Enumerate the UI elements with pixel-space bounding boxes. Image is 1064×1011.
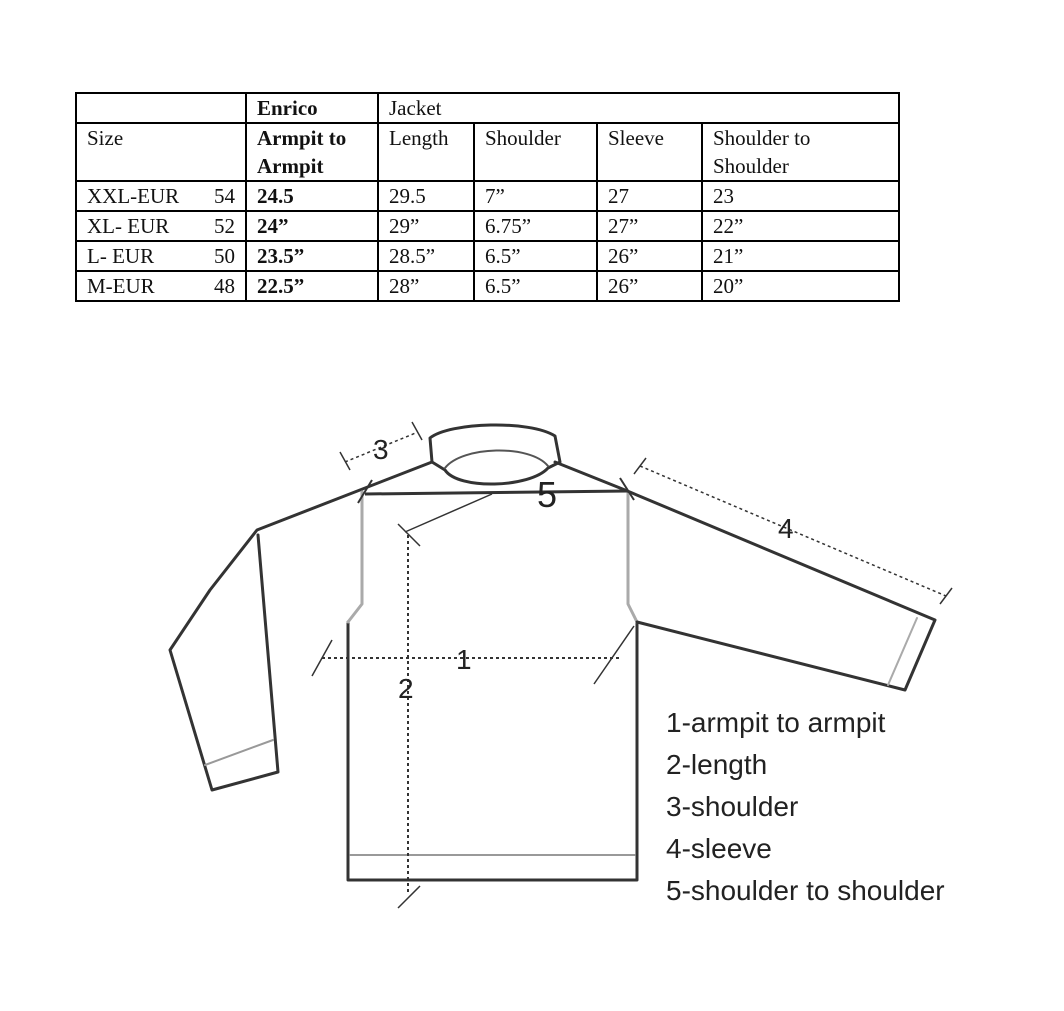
- right-sleeve-outline: [555, 462, 935, 690]
- length-cell: 29”: [378, 211, 474, 241]
- collar-inner: [445, 450, 548, 468]
- shoulder-cell: 6.75”: [474, 211, 597, 241]
- left-sleeve-outline: [170, 462, 432, 790]
- marker-5-label: 5: [537, 474, 558, 515]
- tick: [340, 452, 350, 470]
- legend-item: 1-armpit to armpit: [666, 707, 886, 738]
- tick: [634, 458, 646, 474]
- legend-item: 3-shoulder: [666, 791, 799, 822]
- armpit-cell: 24”: [246, 211, 378, 241]
- size-label: M-EUR: [87, 274, 155, 298]
- shoulder-cell: 7”: [474, 181, 597, 211]
- legend-item: 2-length: [666, 749, 768, 780]
- right-armhole-seam: [628, 492, 637, 622]
- body-outline: [348, 622, 637, 880]
- leader-line: [405, 494, 492, 532]
- eur-size: 50: [214, 244, 235, 268]
- marker-3-label: 3: [373, 434, 389, 465]
- armpit-cell: 24.5: [246, 181, 378, 211]
- shoulder-to-shoulder-cell: 21”: [702, 241, 899, 271]
- shoulder-to-shoulder-cell: 20”: [702, 271, 899, 301]
- marker-4-label: 4: [778, 513, 794, 544]
- sleeve-cell: 27: [597, 181, 702, 211]
- sleeve-cell: 27”: [597, 211, 702, 241]
- column-header-shoulder: Shoulder: [474, 123, 597, 181]
- measurement-legend: [666, 702, 945, 912]
- size-label: L- EUR: [87, 244, 155, 268]
- eur-size: 48: [214, 274, 235, 298]
- brand-cell: Enrico: [246, 93, 378, 123]
- garment-type-cell: Jacket: [378, 93, 899, 123]
- armpit-cell: 22.5”: [246, 271, 378, 301]
- column-header-shoulder-to-shoulder: Shoulder to Shoulder: [702, 123, 899, 181]
- tick: [594, 626, 634, 684]
- column-header-size: Size: [76, 123, 246, 181]
- left-cuff-line: [205, 740, 273, 765]
- left-armhole-seam: [348, 492, 362, 622]
- shoulder-cell: 6.5”: [474, 241, 597, 271]
- eur-size: 52: [214, 214, 235, 238]
- sleeve-cell: 26”: [597, 271, 702, 301]
- legend-item: 4-sleeve: [666, 833, 772, 864]
- length-cell: 28”: [378, 271, 474, 301]
- shoulder-to-shoulder-line: [365, 491, 628, 494]
- shoulder-to-shoulder-cell: 23: [702, 181, 899, 211]
- column-header-length: Length: [378, 123, 474, 181]
- tick: [412, 422, 422, 440]
- length-cell: 28.5”: [378, 241, 474, 271]
- tick: [940, 588, 952, 604]
- legend-item: 5-shoulder to shoulder: [666, 875, 945, 906]
- column-header-armpit: Armpit to Armpit: [246, 123, 378, 181]
- length-cell: 29.5: [378, 181, 474, 211]
- size-label: XL- EUR: [87, 214, 170, 238]
- size-label: XXL-EUR: [87, 184, 180, 208]
- marker-1-label: 1: [456, 644, 472, 675]
- eur-size: 54: [214, 184, 235, 208]
- column-header-sleeve: Sleeve: [597, 123, 702, 181]
- marker-2-label: 2: [398, 673, 414, 704]
- shoulder-cell: 6.5”: [474, 271, 597, 301]
- armpit-cell: 23.5”: [246, 241, 378, 271]
- sleeve-cell: 26”: [597, 241, 702, 271]
- shoulder-to-shoulder-cell: 22”: [702, 211, 899, 241]
